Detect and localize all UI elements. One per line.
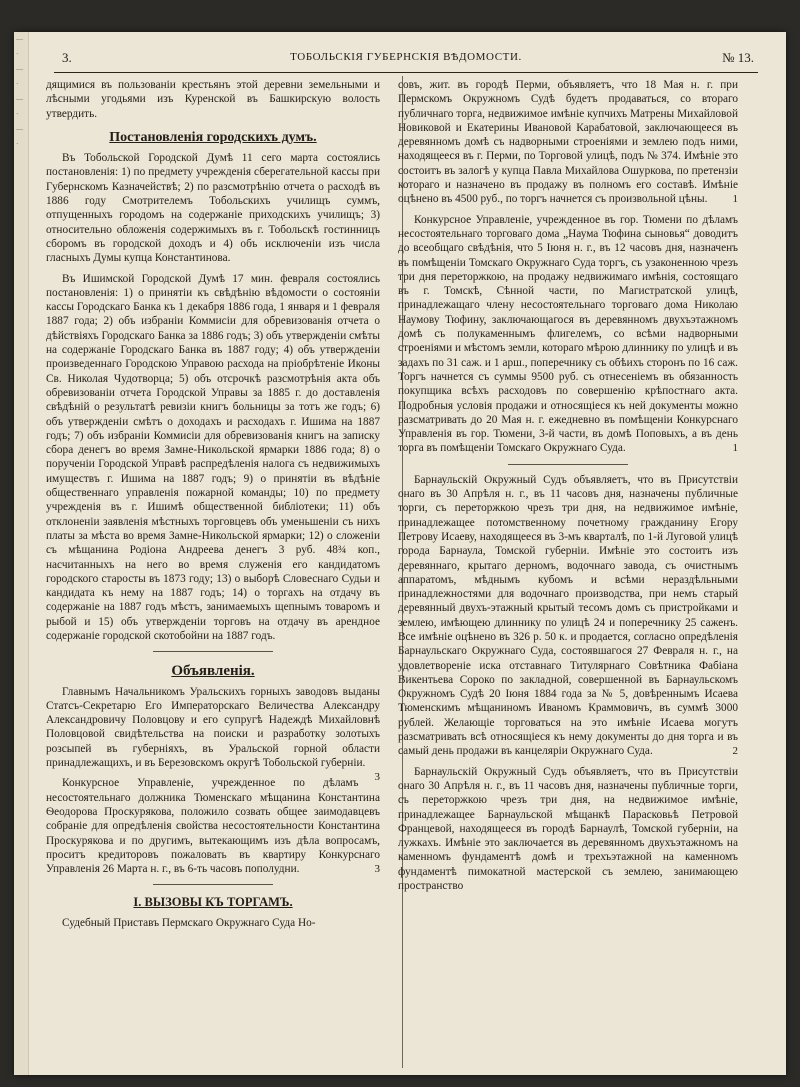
ad-mark: 3: [374, 771, 380, 784]
duma-paragraph-tobolsk: Въ Тобольской Городской Думѣ 11 сего марта состоялись постановленія: 1) по предмету учрежденія сберегательной кассы при Губернскомъ Казначействѣ; 2) по разсмотрѣнію отчета о расходѣ въ 1886 году Смотрителемъ Тобольскихъ училищъ суммъ, отпущенныхъ городомъ на содержаніе приходскихъ училищъ; 3) относительно обложенія содержимыхъ въ г. Тобольскѣ гостинницъ сборомъ въ городской доходъ и 4) объ исключеніи изъ числа гласныхъ Думы купца Константинова.: [46, 152, 380, 265]
page-header: [54, 46, 758, 72]
separator: [153, 651, 273, 652]
ads-paragraph-proskuryakov: Конкурсное Управленіе, учрежденное по дѣламъ несостоятельнаго должника Тюменскаго мѣщанина Константина Ѳеодорова Проскурякова, положило созвать общее заимодавцевъ собраніе для опредѣленія свойства несостоятельности Константина Проскурякова и по другимъ, вытекающимъ изъ дѣла вопросамъ, проситъ кредиторовъ пожаловать въ квартиру Конкурснаго Управленія 26 Марта н. г., въ 6-ть часовъ пополудни. 3: [46, 777, 380, 876]
newspaper-title: ТОБОЛЬСКІЯ ГУБЕРНСКІЯ ВѢДОМОСТИ.: [290, 51, 522, 63]
ad-mark: 3: [374, 863, 380, 876]
previous-page-edge: — · — · — · — ·: [14, 32, 29, 1075]
auction-paragraph-barnaul-frantseva: Барнаульскій Окружный Судъ объявляетъ, что въ Присутствіи онаго 30 Апрѣля н. г., въ 11 часовъ дня, назначены публичные торги, съ переторжкою чрезъ три дня, на недвижимое имѣніе, принадлежащее Барнаульской мѣщанкѣ Парасковьѣ Петровой Францевой, находящееся въ городѣ Барнаулѣ, Томской губерніи, на лужкахъ. Имѣніе это заключается въ деревянномъ двухъэтажномъ на каменномъ фундаментѣ домѣ и трехъэтажной на каменномъ фундаментѣ пимокатной мастерской съ землею, занимающею пространство: [398, 765, 738, 893]
page-number: 3.: [62, 50, 72, 65]
issue-number: № 13.: [722, 50, 754, 65]
auction-paragraph-start: Судебный Приставъ Пермскаго Окружнаго Суда Но-: [62, 916, 316, 929]
newspaper-page: [14, 32, 786, 1075]
intro-paragraph: дящимися въ пользованіи крестьянъ этой деревни земельными и лѣсными угодьями изъ Куренской въ Башкирскую волость утвердить.: [46, 79, 380, 120]
ad-mark: 1: [732, 442, 738, 455]
left-column: [46, 78, 380, 1068]
separator: [153, 884, 273, 885]
section-ads-title: Объявленія.: [171, 663, 255, 680]
ads-paragraph-polovtsov: Главнымъ Начальникомъ Уральскихъ горныхъ заводовъ выданы Статсъ-Секретарю Его Императорскаго Величества Александру Александровичу Половцову и его супругѣ Надеждѣ Михайловнѣ Половцовой свидѣтельства на поиски и разработку золотыхъ розсыпей въ губерніяхъ, въ Уральской горной области принадлежащихъ, и въ Березовскомъ округѣ Тобольской губерніи. 3: [46, 685, 380, 784]
right-column: [398, 78, 738, 1068]
section-auction-title: I. ВЫЗОВЫ КЪ ТОРГАМЪ.: [133, 895, 293, 910]
section-duma-title: Постановленія городскихъ думъ.: [109, 129, 317, 145]
separator: [508, 464, 628, 465]
auction-paragraph-barnaul-isaev: Барнаульскій Окружный Судъ объявляетъ, что въ Присутствіи онаго въ 30 Апрѣля н. г., въ 11 часовъ дня, назначены публичные торги, съ переторжкою чрезъ три дня, на недвижимое имѣніе, принадлежащее потомственному почетному гражданину Егору Петрову Исаеву, находящееся въ 3-мъ кварталѣ, по 1-й Луговой улицѣ города Барнаула, Томской губерніи. Имѣніе это состоитъ изъ деревяннаго, крытаго дерномъ, водочнаго завода, съ очистнымъ аппаратомъ, мѣднымъ кубомъ и всѣми нераздѣльными принадлежностями для водочнаго производства, при немъ старый деревянный двухъ-этажный крытый тесомъ домъ съ пристройками и землею, имѣющею длиннику по улицѣ 24 и поперечнику 25 саженъ. Все имѣніе оцѣнено въ 326 р. 50 к. и продается, согласно опредѣленія Барнаульскаго Окружнаго Суда, состоявшагося 27 Февраля н. г., на удовлетвореніе иска отставнаго Титулярнаго Совѣтника Фабіана Викентьева Сороко по закладной, совершенной въ Барнаульскомъ Окружномъ Судѣ 20 Іюня 1884 года за № 5, довѣреннымъ Исаева Тюменскимъ мѣщаниномъ Иваномъ Краммовичъ, въ суммѣ 3000 рублей. Желающіе торговаться на это имѣніе Исаева могутъ разсматривать всѣ относящіеся къ нему документы до дня торга и въ самый день продажи въ канцеляріи Окружнаго Суда. 2: [398, 473, 738, 758]
header-rule: [54, 72, 758, 73]
ad-mark: 1: [732, 193, 738, 206]
auction-paragraph-tyumen: Конкурсное Управленіе, учрежденное въ гор. Тюмени по дѣламъ несостоятельнаго торговаго дома „Наума Тюфина сыновья“ доводитъ до всеобщаго свѣдѣнія, что 5 Іюня н. г., въ 12 часовъ дня, назначенъ въ помѣщеніи Томскаго Окружнаго Суда торгъ, съ узаконенною чрезъ три дня переторжкою, на продажу недвижимаго имѣнія, состоящаго въ г. Томскѣ, Сѣнной части, по Магистратской улицѣ, принадлежащаго члену несостоятельнаго торговаго дома Николаю Наумову Тюфину, заключающагося въ деревянномъ двухъэтажномъ домѣ съ полукаменнымъ флигелемъ, со всѣми надворными строеніями и мѣстомъ земли, котораго мѣрою длиннику по улицѣ и въ задахъ по 31 саж. и 1 арш., поперечнику съ обѣихъ сторонъ по 16 саж. Торгъ начнется съ суммы 9500 руб. съ отнесеніемъ въ обязанность покупщика всѣхъ расходовъ по совершенію крѣпостнаго акта. Подробныя условія продажи и относящіеся къ ней документы можно разсматривать до 20 Мая н. г. ежедневно въ помѣщеніи Конкурснаго Управленія въ гор. Тюмени, 3-й части, въ домѣ Поповыхъ, а въ день торга въ помѣщеніи Томскаго Окружнаго Суда. 1: [398, 213, 738, 455]
ad-mark: 2: [732, 745, 738, 758]
auction-paragraph-perm: совъ, жит. въ городѣ Перми, объявляетъ, что 18 Мая н. г. при Пермскомъ Окружномъ Судѣ будетъ продаваться, со втораго публичнаго торга, недвижимое имѣніе купчихъ Матрены Михайловой Новиковой и Екатерины Ивановой Карабатовой, заключающееся въ деревянномъ домѣ съ надворными строеніями и землею подъ ними, находящееся въ г. Перми, по Торговой улицѣ, подъ № 374. Имѣніе это состоитъ въ залогѣ у купца Павла Михайлова Ошуркова, по претензіи котораго и назначено въ продажу въ полномъ его составѣ. Имѣніе оцѣнено въ 4500 руб., по торгъ начнется съ произвольной цѣны. 1: [398, 79, 738, 206]
duma-paragraph-ishim: Въ Ишимской Городской Думѣ 17 мин. февраля состоялись постановленія: 1) о принятіи къ свѣдѣнію вѣдомости о состояніи кассы Городскаго Банка къ 1 декабря 1886 года, 1 января и 1 февраля 1887 года; 2) объ избраніи Коммисіи для обревизованія отчета о дѣйствіяхъ Городскаго Банка за 1886 годъ; 3) объ утвержденіи смѣты на содержаніе Городскаго Банка въ 1887 году; 4) объ утвержденіи произведеннаго Городскою Управою расхода на пріобрѣтеніе Иконы Св. Николая Чудотворца; 5) объ отсрочкѣ разсмотрѣнія акта объ обревизованіи отчета Городской Управы за 1885 г. до доставленія свѣдѣній о результатѣ ревизіи книгъ больницы за тотъ же годъ; 6) объ утвержденіи смѣтъ о доходахъ и расходахъ г. Ишима на 1887 годъ; 7) объ избраніи Коммисіи для обревизованія книгъ на записку сбора денегъ во время Замне-Никольской ярмарки 1886 года; 8) о порученіи Городской Управѣ распредѣленія налога съ недвижимыхъ имуществъ г. Ишима на 1887 годъ; 9) о принятіи въ вѣдѣніе общественнаго управленія пожарной команды; 10) по предмету учрежденія въ г. Ишимѣ общественной библіотеки; 11) объ отклоненіи заявленія мѣстныхъ торговцевъ объ уменьшеніи съ нихъ платы за мѣста во время Замне-Никольской ярмарки; 12) о сложеніи съ мѣщанина Родіона Андреева денегъ 3 руб. 48¾ коп., насчитанныхъ на него во время служенія его кандидатомъ городского старосты въ 1873 году; 13) о выборѣ Словеснаго Судьи и кандидата къ нему на 1887 годъ; 14) о торгахъ на отдачу въ содержаніе на 1887 годъ мѣстъ, занимаемыхъ щепнымъ товаромъ и рыбой и 15) объ утвержденіи торговъ на отдачу въ арендное содержаніе городской скотобойни на 1887 годъ.: [46, 272, 380, 642]
